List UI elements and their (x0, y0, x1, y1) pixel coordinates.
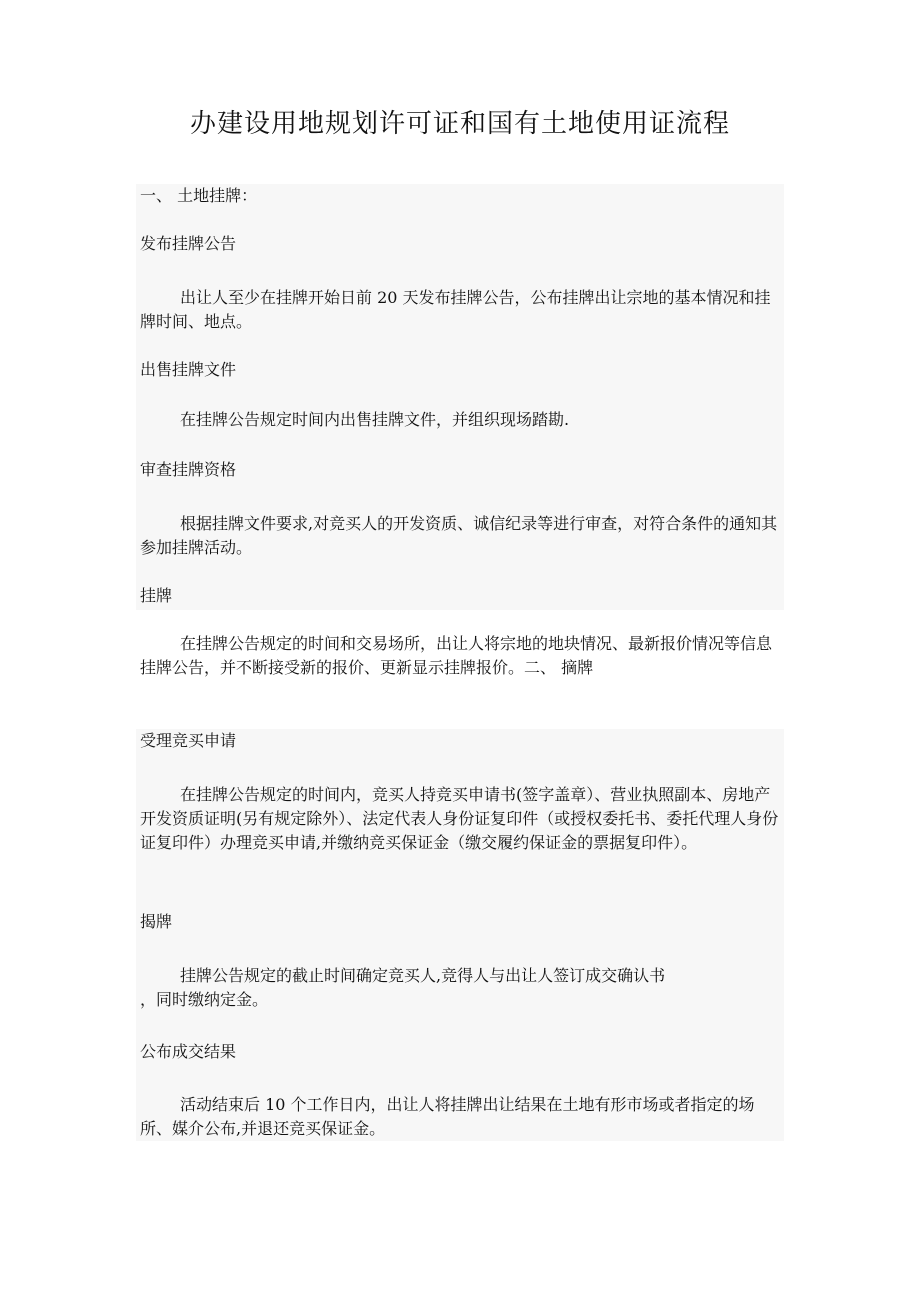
step-title: 发布挂牌公告 (140, 234, 237, 253)
step-body-line: ，同时缴纳定金。 (140, 990, 269, 1009)
step-body (140, 632, 782, 680)
step-body: 在挂牌公告规定时间内出售挂牌文件，并组织现场踏勘. (180, 410, 570, 429)
step-body-line: 挂牌公告规定的截止时间确定竞买人,竞得人与出让人签订成交确认书 (180, 966, 666, 985)
step-title: 公布成交结果 (140, 1042, 237, 1061)
step-title: 审查挂牌资格 (140, 460, 237, 479)
section-heading-1: 一、 土地挂牌： (140, 186, 258, 205)
step-title: 出售挂牌文件 (140, 360, 237, 379)
step-body-text: 在挂牌公告规定的时间和交易场所，出让人将宗地的地块情况、最新报价情况等信息挂牌公告，并不断接受新的报价、更新显示挂牌报价。 (140, 634, 773, 677)
section-heading-2: 二、 摘牌 (524, 658, 594, 677)
document-title: 办建设用地规划许可证和国有土地使用证流程 (189, 109, 730, 139)
step-body: 活动结束后 10 个工作日内，出让人将挂牌出让结果在土地有形市场或者指定的场所、媒介公布,并退还竞买保证金。 (140, 1095, 755, 1138)
step-title: 揭牌 (140, 912, 173, 931)
step-body: 出让人至少在挂牌开始日前 20 天发布挂牌公告，公布挂牌出让宗地的基本情况和挂牌时间、地点。 (140, 288, 771, 331)
step-title: 受理竞买申请 (140, 731, 237, 750)
step-body: 在挂牌公告规定的时间内，竞买人持竞买申请书(签字盖章）、营业执照副本、房地产开发资质证明(另有规定除外）、法定代表人身份证复印件（或授权委托书、委托代理人身份证复印件）办理竞买申请,并缴纳竞买保证金（缴交履约保证金的票据复印件）。 (140, 785, 779, 852)
step-title: 挂牌 (140, 586, 173, 605)
step-body: 根据挂牌文件要求,对竞买人的开发资质、诚信纪录等进行审查，对符合条件的通知其参加挂牌活动。 (140, 514, 778, 557)
